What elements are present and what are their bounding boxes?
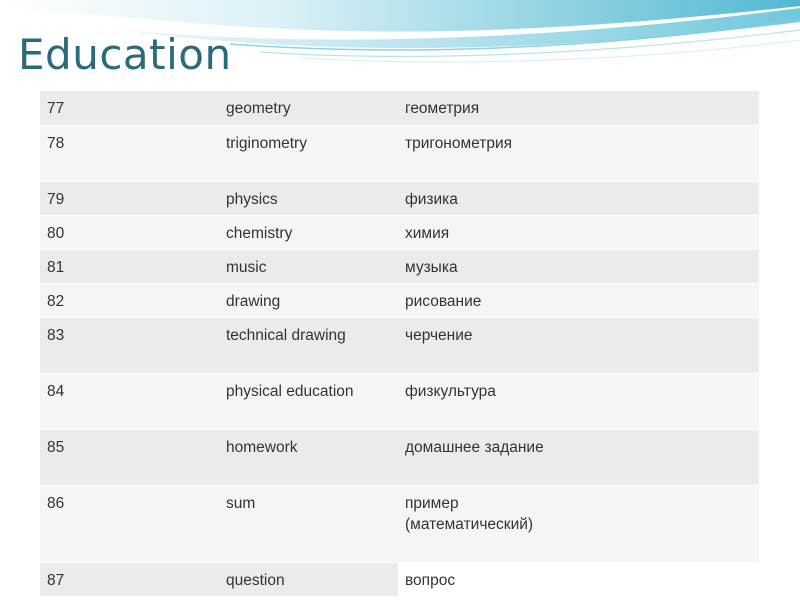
russian-translation <box>398 485 759 562</box>
russian-line: рисование <box>405 292 482 310</box>
russian-translation <box>398 562 759 596</box>
row-number: 81 <box>40 249 219 283</box>
english-word: geometry <box>219 91 398 125</box>
russian-line: физика <box>405 190 458 208</box>
russian-line: тригонометрия <box>405 134 513 152</box>
russian-translation <box>398 215 759 249</box>
row-number: 85 <box>40 429 219 485</box>
english-word: music <box>219 249 398 283</box>
table-row <box>40 283 759 317</box>
row-number: 87 <box>40 562 219 596</box>
russian-translation <box>398 125 759 181</box>
english-word: physical education <box>219 373 398 429</box>
russian-translation <box>398 373 759 429</box>
table-row <box>40 562 759 596</box>
table-row <box>40 429 759 485</box>
table-row <box>40 485 759 562</box>
row-number: 78 <box>40 125 219 181</box>
slide-title: Education <box>18 30 232 79</box>
row-number: 82 <box>40 283 219 317</box>
english-word: technical drawing <box>219 317 398 373</box>
table-row <box>40 249 759 283</box>
russian-translation <box>398 283 759 317</box>
table-row <box>40 181 759 215</box>
english-word: chemistry <box>219 215 398 249</box>
table-row <box>40 125 759 181</box>
row-number: 80 <box>40 215 219 249</box>
russian-line: химия <box>405 224 450 242</box>
table-row <box>40 373 759 429</box>
english-word: homework <box>219 429 398 485</box>
russian-line: домашнее задание <box>405 438 544 456</box>
table-row <box>40 215 759 249</box>
row-number: 79 <box>40 181 219 215</box>
russian-translation <box>398 317 759 373</box>
vocabulary-table <box>40 91 759 597</box>
row-number: 77 <box>40 91 219 125</box>
russian-line: музыка <box>405 258 458 276</box>
english-word: triginometry <box>219 125 398 181</box>
russian-line: вопрос <box>405 571 456 589</box>
russian-translation <box>398 181 759 215</box>
row-number: 84 <box>40 373 219 429</box>
row-number: 86 <box>40 485 219 562</box>
russian-line: черчение <box>405 326 473 344</box>
russian-translation <box>398 249 759 283</box>
english-word: physics <box>219 181 398 215</box>
russian-line: физкультура <box>405 382 496 400</box>
english-word: question <box>219 562 398 596</box>
table-row <box>40 317 759 373</box>
english-word: drawing <box>219 283 398 317</box>
row-number: 83 <box>40 317 219 373</box>
russian-line: (математический) <box>405 515 534 533</box>
russian-translation <box>398 91 759 125</box>
english-word: sum <box>219 485 398 562</box>
russian-line: пример <box>405 494 459 512</box>
russian-translation <box>398 429 759 485</box>
table-row <box>40 91 759 125</box>
russian-line: геометрия <box>405 100 480 117</box>
